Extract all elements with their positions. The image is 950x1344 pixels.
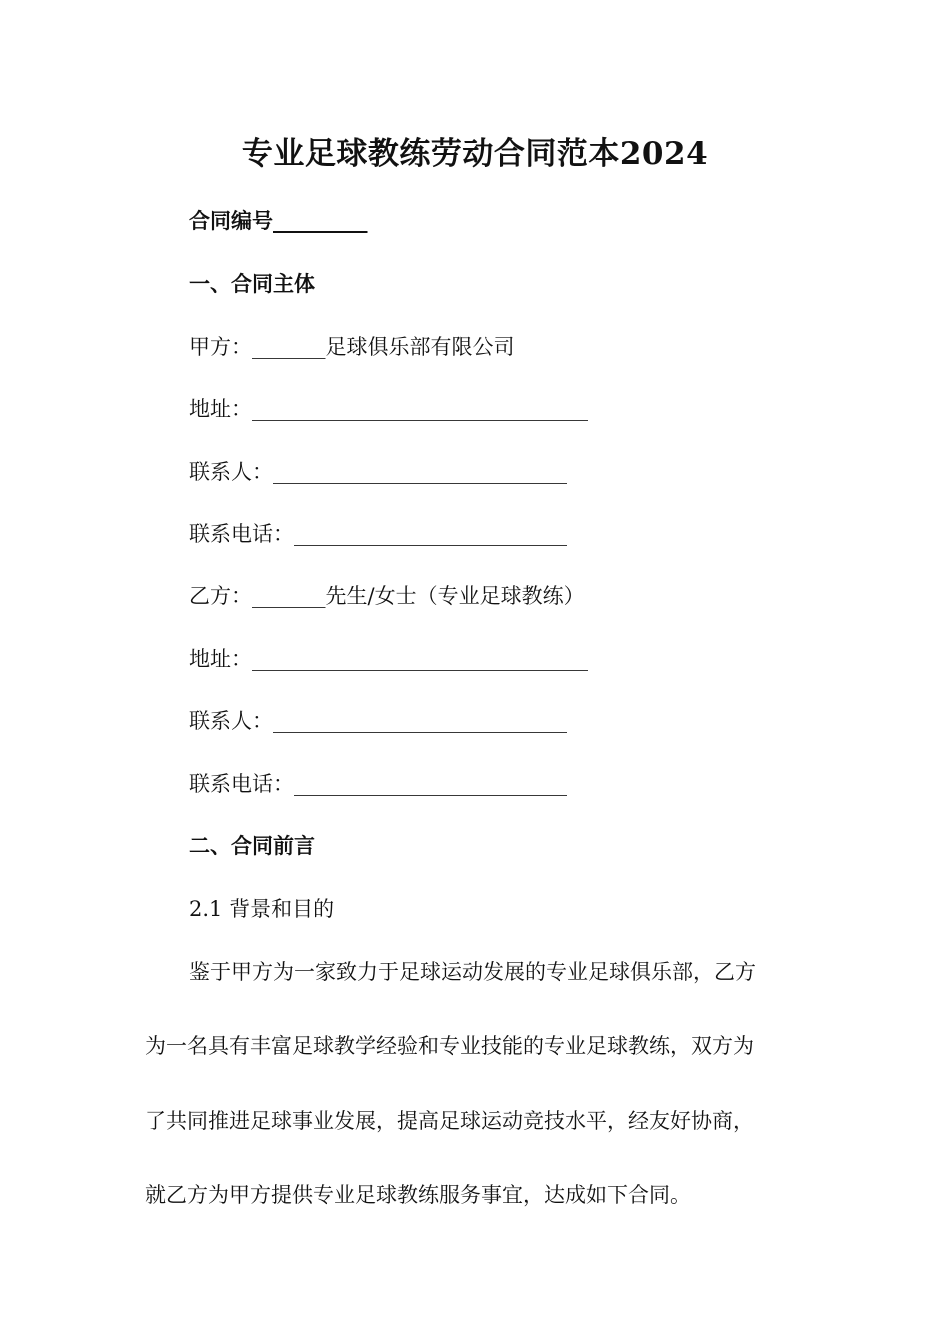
party-a-name: 甲方：_______足球俱乐部有限公司 [189,335,515,359]
party-b-name: 乙方：_______先生/女士（专业足球教练） [189,584,585,608]
subsection-background-purpose: 2.1 背景和目的 [189,897,335,921]
paragraph-line-1: 鉴于甲方为一家致力于足球运动发展的专业足球俱乐部，乙方 [189,960,756,984]
party-a-contact: 联系人：____________________________ [189,460,567,484]
section-heading-preamble: 二、合同前言 [189,833,315,858]
paragraph-line-3: 了共同推进足球事业发展，提高足球运动竞技水平，经友好协商， [145,1109,754,1133]
section-heading-parties: 一、合同主体 [189,271,315,296]
contract-number: 合同编号_________ [189,208,368,233]
paragraph-line-2: 为一名具有丰富足球教学经验和专业技能的专业足球教练，双方为 [145,1034,754,1058]
paragraph-line-4: 就乙方为甲方提供专业足球教练服务事宜，达成如下合同。 [145,1183,691,1207]
party-a-address: 地址：________________________________ [189,397,588,421]
document-title: 专业足球教练劳动合同范本2024 [241,136,709,172]
party-b-contact: 联系人：____________________________ [189,709,567,733]
party-b-phone: 联系电话：__________________________ [189,772,567,796]
party-a-phone: 联系电话：__________________________ [189,522,567,546]
party-b-address: 地址：________________________________ [189,647,588,671]
